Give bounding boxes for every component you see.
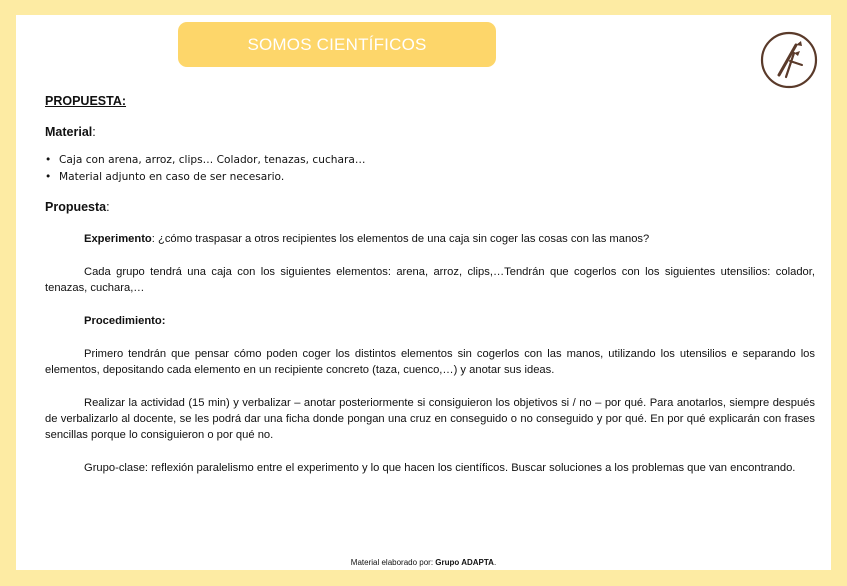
procedimiento-paragraph xyxy=(45,313,815,329)
procedimiento-label: Procedimiento: xyxy=(84,315,166,327)
material-heading-label: Material xyxy=(45,125,93,139)
realizar-paragraph: Realizar la actividad (15 min) y verbalizar – anotar posteriormente si consiguieron los objetivos si / no – por qué. Para anotarlos, siempre después de verbalizarlo al docente, se les podrá dar una ficha donde pongan una cruz en conseguido o no conseguido y por qué. En por qué explicarán con frases sencillas porque lo consiguieron o por qué no. xyxy=(45,397,815,441)
material-item: • Caja con arena, arroz, clips… Colador, tenazas, cuchara… xyxy=(45,152,815,169)
grupo-clase-paragraph: Grupo-clase: reflexión paralelismo entre el experimento y lo que hacen los científicos. Buscar soluciones a los problemas que van encontrando. xyxy=(84,462,796,474)
footer-author: Grupo ADAPTA xyxy=(435,558,494,567)
title-banner xyxy=(178,22,496,67)
experimento-paragraph xyxy=(45,231,815,247)
propuesta-heading xyxy=(45,199,815,215)
footer-credit xyxy=(16,558,831,567)
page-title: SOMOS CIENTÍFICOS xyxy=(247,34,427,54)
propuesta-main-heading: PROPUESTA: xyxy=(45,94,127,108)
experimento-label: Experimento xyxy=(84,233,152,245)
footer-suffix: . xyxy=(493,558,497,567)
material-heading xyxy=(45,124,815,140)
document-body xyxy=(45,93,815,476)
propuesta-heading-label: Propuesta xyxy=(45,200,107,214)
material-item: • Material adjunto en caso de ser necesario. xyxy=(45,169,815,186)
experimento-text: : ¿cómo traspasar a otros recipientes los elementos de una caja sin coger las cosas con las manos? xyxy=(151,233,650,245)
scientist-tools-logo-icon xyxy=(760,31,818,89)
propuesta-heading-colon: : xyxy=(106,200,110,214)
material-list xyxy=(45,152,815,186)
grupo-paragraph: Cada grupo tendrá una caja con los siguientes elementos: arena, arroz, clips,…Tendrán que cogerlos con los siguientes utensilios: colador, tenazas, cuchara,… xyxy=(45,266,815,294)
document-page xyxy=(16,15,831,570)
primero-paragraph: Primero tendrán que pensar cómo poden coger los distintos elementos sin cogerlos con las manos, utilizando los utensilios e separando los elementos, depositando cada elemento en un recipiente concreto (taza, cuenco,…) y anotar sus ideas. xyxy=(45,348,815,376)
material-heading-colon: : xyxy=(92,125,96,139)
footer-prefix: Material elaborado por: xyxy=(350,558,436,567)
